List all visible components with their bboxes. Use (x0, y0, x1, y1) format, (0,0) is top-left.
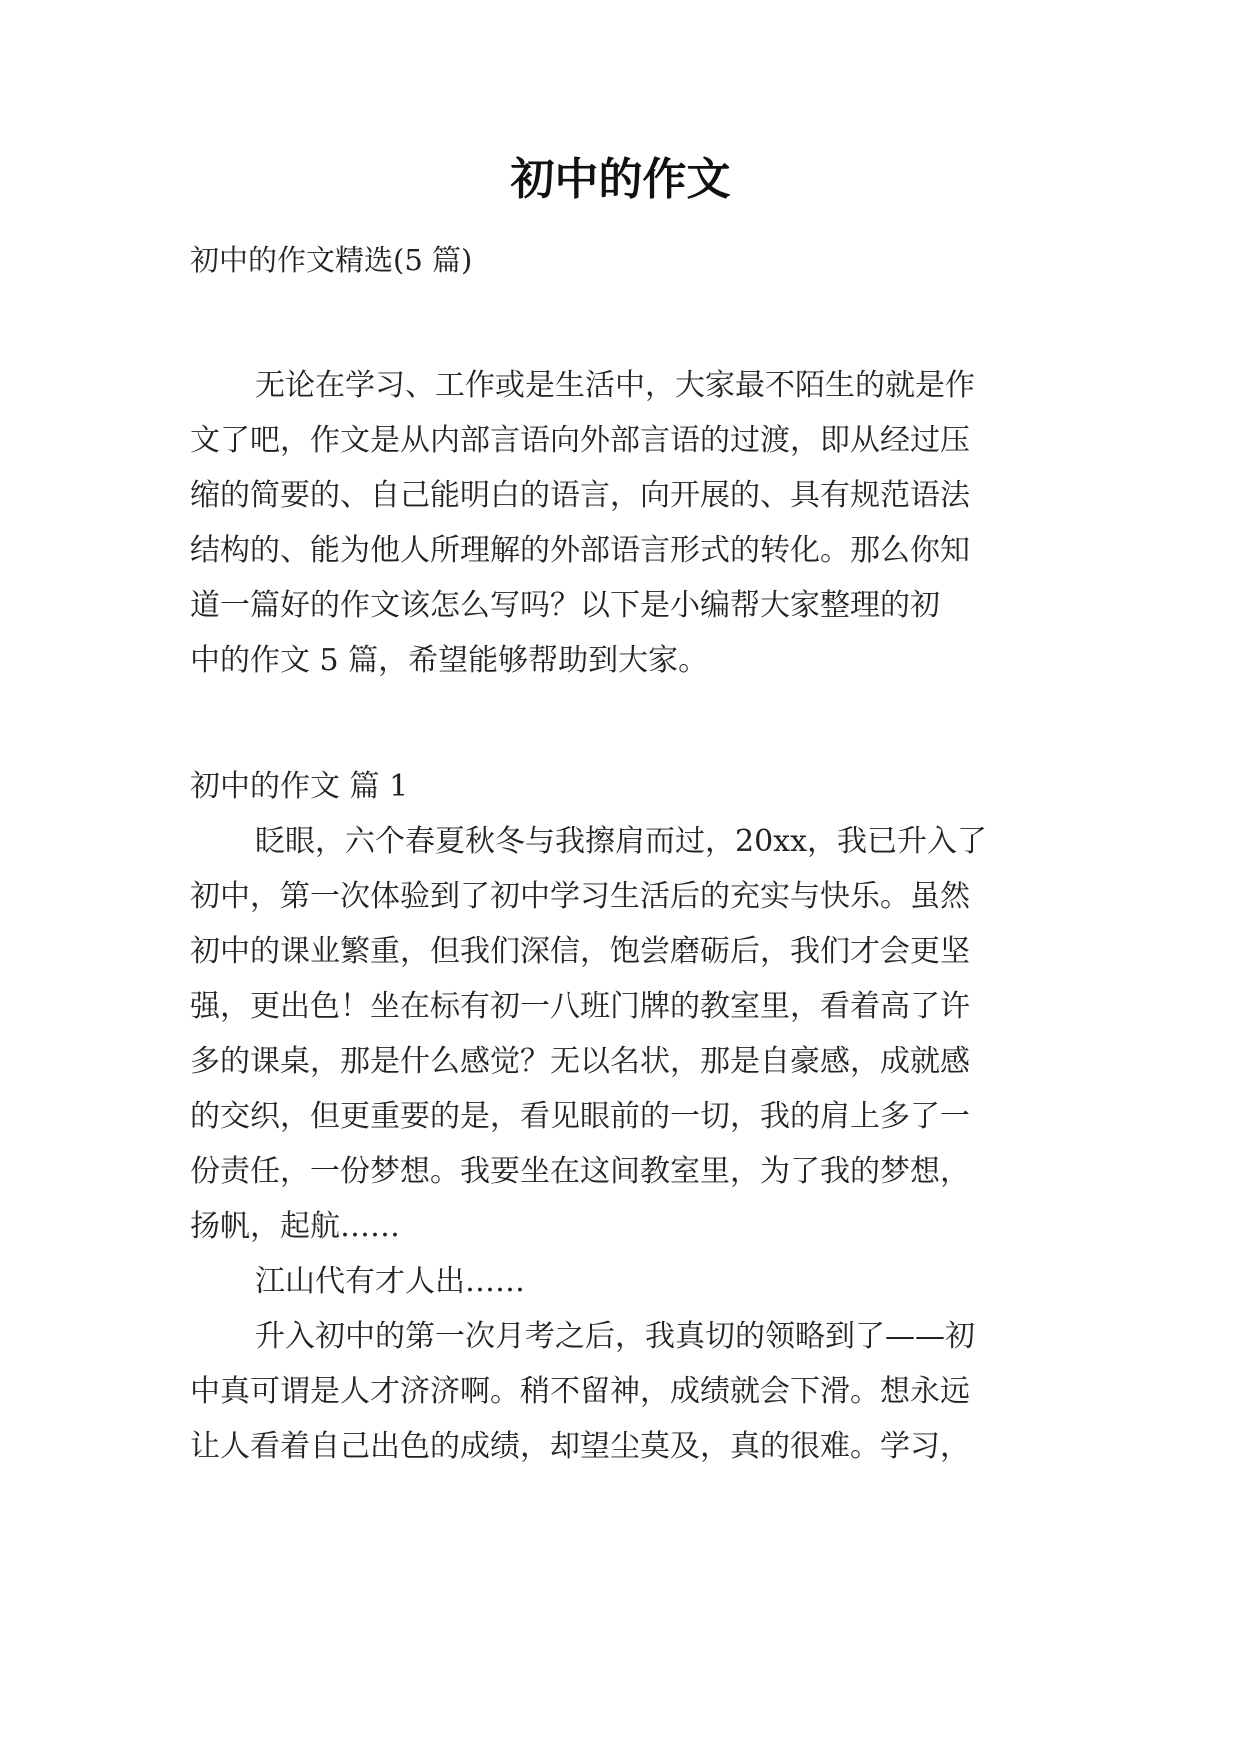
paragraph-line: 初中的课业繁重，但我们深信，饱尝磨砺后，我们才会更坚 (190, 934, 970, 969)
intro-line: 道一篇好的作文该怎么写吗？以下是小编帮大家整理的初 (190, 588, 940, 623)
section-heading: 初中的作文 篇 1 (190, 769, 409, 804)
paragraph-line: 多的课桌，那是什么感觉？无以名状，那是自豪感，成就感 (190, 1044, 970, 1079)
intro-line: 中的作文 5 篇，希望能够帮助到大家。 (190, 643, 709, 678)
paragraph-line: 眨眼，六个春夏秋冬与我擦肩而过，20xx，我已升入了 (255, 824, 988, 859)
paragraph-line: 强，更出色！坐在标有初一八班门牌的教室里，看着高了许 (190, 989, 970, 1024)
paragraph-line: 江山代有才人出…… (255, 1264, 525, 1299)
intro-line: 无论在学习、工作或是生活中，大家最不陌生的就是作 (255, 368, 975, 403)
paragraph-line: 的交织，但更重要的是，看见眼前的一切，我的肩上多了一 (190, 1099, 970, 1134)
paragraph-line: 扬帆，起航…… (190, 1209, 400, 1244)
paragraph-line: 让人看着自己出色的成绩，却望尘莫及，真的很难。学习， (190, 1429, 970, 1464)
intro-line: 缩的简要的、自己能明白的语言，向开展的、具有规范语法 (190, 478, 970, 513)
intro-line: 结构的、能为他人所理解的外部语言形式的转化。那么你知 (190, 533, 970, 568)
paragraph-line: 中真可谓是人才济济啊。稍不留神，成绩就会下滑。想永远 (190, 1374, 970, 1409)
paragraph-line: 份责任，一份梦想。我要坐在这间教室里，为了我的梦想， (190, 1154, 970, 1189)
paragraph-line: 初中，第一次体验到了初中学习生活后的充实与快乐。虽然 (190, 879, 970, 914)
intro-line: 文了吧，作文是从内部言语向外部言语的过渡，即从经过压 (190, 423, 970, 458)
paragraph-line: 升入初中的第一次月考之后，我真切的领略到了——初 (255, 1319, 975, 1354)
document-title: 初中的作文 (510, 154, 731, 205)
document-subtitle: 初中的作文精选(5 篇) (190, 243, 473, 277)
